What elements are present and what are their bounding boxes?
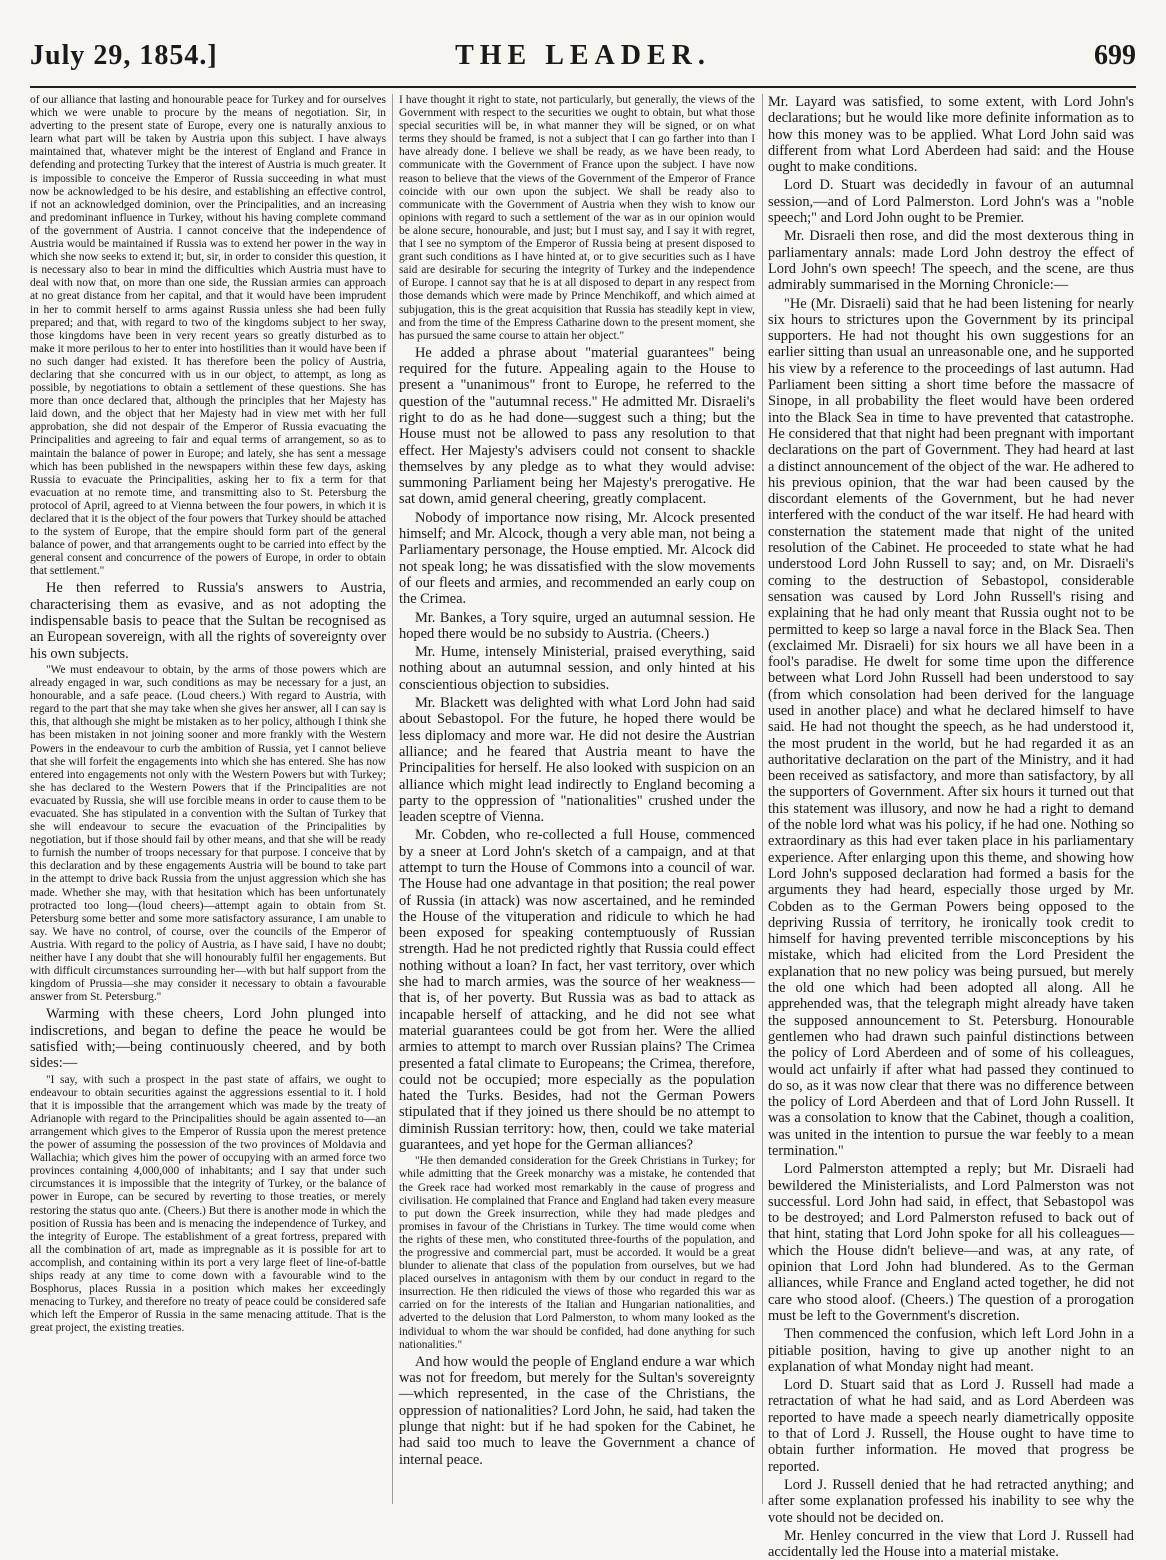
issue-date: July 29, 1854.] — [30, 40, 218, 71]
article-paragraph: Mr. Layard was satisfied, to some extent, with Lord John's declarations; but he would like more definite information as to how this money was to be applied. What Lord John said was different from what Lord Aberdeen had said: and the House ought to make conditions. — [768, 94, 1134, 176]
article-paragraph: "I say, with such a prospect in the past state of affairs, we ought to endeavour to obtain securities against the aggressions essential to it. I hold that it is impossible that the arrangement which was made by the treaty of Adrianople with regard to the Principalities should be again assented to—an arrangement which gives to the Emperor of Russia upon the merest pretence the power of assuming the possession of the two provinces of Moldavia and Wallachia; which gives him the power of occupying with an armed force two provinces containing 4,000,000 of inhabitants; and I say that under such circumstances it is impossible that the integrity of Turkey, or the balance of power in Europe, can be secured by reverting to those treaties, or merely restoring the status quo ante. (Cheers.) But there is another mode in which the position of Russia has been and is menacing the independence of Turkey, and the integrity of Europe. The establishment of a great fortress, prepared with all the combination of art, made as impregnable as it is possible for art to accomplish, and containing within its port a very large fleet of line-of-battle ships ready at any time to come down with a favourable wind to the Bosphorus, places Russia in a position which makes her exceedingly menacing to Turkey, and therefore no treaty of peace could be considered safe which left the Emperor of Russia in the same menacing attitude. That is the great project, the existing treaties. — [30, 1073, 386, 1335]
article-paragraph: Mr. Blackett was delighted with what Lord John had said about Sebastopol. For the future, he hoped there would be less diplomacy and more war. He did not desire the Austrian alliance; and he feared that Austria meant to have the Principalities for herself. He also looked with suspicion on an alliance which might lead indirectly to England becoming a party to the oppression of "nationalities" crushed under the leaden sceptre of Vienna. — [399, 695, 755, 826]
article-paragraph: And how would the people of England endure a war which was not for freedom, but merely for the Sultan's sovereignty—which represented, in the case of the Christians, the oppression of nationalities? Lord John, he said, had taken the plunge that night: but if he had spoken for the Cabinet, he had said too much to leave the Government a chance of internal peace. — [399, 1353, 755, 1468]
article-paragraph: He added a phrase about "material guarantees" being required for the future. Appealing again to the House to present a "unanimous" front to Europe, he referred to the question of the "autumnal recess." He admitted Mr. Disraeli's right to do as he had done—suggest such a thing; but the House must not be allowed to pass any resolution to that effect. Her Majesty's advisers could not consent to shackle themselves by any pledge as to what they would advise: summoning Parliament being her Majesty's prerogative. He sat down, amid general cheering, greatly complacent. — [399, 344, 755, 508]
article-paragraph: Mr. Hume, intensely Ministerial, praised everything, said nothing about an autumnal session, and only hinted at his conscientious objection to subsidies. — [399, 644, 755, 693]
article-paragraph: Lord Palmerston attempted a reply; but Mr. Disraeli had bewildered the Ministerialists, and Lord Palmerston was not successful. Lord John had said, in effect, that Sebastopol was to be destroyed; and Lord Palmerston refused to back out of that hint, stating that Lord John spoke for all his colleagues—which the House didn't believe—and was, at any rate, of opinion that Lord John had blundered. As to the German alliances, while France and England acted together, he did not care who stood aloof. (Cheers.) The question of a prorogation must be left to the Government's discretion. — [768, 1161, 1134, 1324]
article-paragraph: Mr. Disraeli then rose, and did the most dexterous thing in parliamentary annals: made Lord John destroy the effect of Lord John's own speech! The speech, and the scene, are thus admirably summarised in the Morning Chronicle:— — [768, 228, 1134, 294]
article-paragraph: Warming with these cheers, Lord John plunged into indiscretions, and began to define the peace he would be satisfied with;—being continuously cheered, and by both sides:— — [30, 1006, 386, 1072]
article-paragraph: Lord D. Stuart said that as Lord J. Russell had made a retractation of what he had said, and as Lord Aberdeen was reported to have made a speech nearly diametrically opposite to that of Lord J. Russell, the House ought to have time to obtain further information. He moved that progress be reported. — [768, 1377, 1134, 1475]
article-paragraph: Mr. Cobden, who re-collected a full House, commenced by a sneer at Lord John's sketch of a campaign, and at that attempt to turn the House of Commons into a council of war. The House had one advantage in that position; the real power of Russia (in attack) was now ascertained, and he reminded the House of the vituperation and ridicule to which he had been exposed for speaking contemptuously of Russian strength. Had he not predicted rightly that Russia could effect nothing without a loan? In fact, her vast territory, over which she had to march armies, was the source of her weakness—that is, of her poverty. But Russia was as bad to attack as incapable herself of attacking, and he did not see what material guarantees could be got from her. Were the allied armies to attempt to march over Russian plains? The Crimea presented a fatal climate to Europeans; the Crimea, therefore, could not be occupied; more especially as the population hated the Turks. Besides, had not the German Powers stipulated that if they joined us there should be no attempt to diminish Russian territory: how, then, could we take material guarantees, and yet hope for the German alliances? — [399, 827, 755, 1154]
article-paragraph: He then referred to Russia's answers to Austria, characterising them as evasive, and as not adopting the indispensable basis to peace that the Sultan be recognised as an European sovereign, with all the rights of sovereignty over his own subjects. — [30, 580, 386, 662]
page-header — [30, 28, 1136, 88]
article-paragraph: Then commenced the confusion, which left Lord John in a pitiable position, having to give up another night to an explanation of what Monday night had meant. — [768, 1326, 1134, 1375]
article-paragraph: I have thought it right to state, not particularly, but generally, the views of the Government with respect to the securities we ought to obtain, but what those special securities will be, in what manner they will be signed, or on what terms they should be framed, is not a subject that I can go farther into than I have already done. I believe we shall be ready, as we have been ready, to communicate with the Government of France upon the subject. I have now reason to believe that the views of the Government of the Emperor of France coincide with our own upon the subject. We shall be ready also to communicate with the Government of Austria when they wish to know our opinions with regard to such a settlement of the war as in our opinion would be alone secure, honourable, and just; but I must say, and I say it with regret, that I see no symptom of the Emperor of Russia being at present disposed to grant such conditions as I have hinted at, or to give securities such as I have said are desirable for securing the integrity of Turkey and the independence of Europe. I cannot say that he is at all disposed to depart in any respect from those demands which were made by Prince Menchikoff, and which aimed at subjugation, this is the great acquisition that Russia has steadily kept in view, and from the time of the Empress Catharine down to the present moment, she has pursued the same course to attain her object." — [399, 94, 755, 342]
column-1 — [30, 94, 386, 1514]
column-divider — [392, 94, 393, 1504]
article-paragraph: "We must endeavour to obtain, by the arms of those powers which are already engaged in war, such conditions as may be necessary for a just, an honourable, and a safe peace. (Loud cheers.) With regard to Austria, with regard to the part that she may take when she gives her answer, all I can say is this, that although she might be mistaken as to her policy, although I think she has been mistaken in not joining sooner and more frankly with the Western Powers in the endeavour to curb the ambition of Russia, yet I cannot believe that she will forfeit the engagements into which she has entered. She has now entered into engagements not only with the Western Powers but with Turkey; she has declared to the Western Powers that if the Principalities are not evacuated by Russia, she will use forcible means in order to cause them to be evacuated. She has stipulated in a convention with the Sultan of Turkey that she will endeavour to secure the evacuation of the Principalities by negotiation, but if those should fail by other means, and that she will be ready to furnish the number of troops necessary for that purpose. I conceive that by this declaration and by these engagements Austria will be bound to take part in the attempt to drive back Russia from the unjust aggression which she has made. Whether she may, with that hesitation which has been unfortunately protracted too long—(loud cheers)—attempt again to obtain from St. Petersburg some better and some more satisfactory assurance, I am unable to say. We have no control, of course, over the councils of the Emperor of Austria. With regard to the policy of Austria, as I have said, I have no doubt; neither have I any doubt that she will honourably fulfil her engagements. But with difficult circumstances surrounding her—with but half support from the kingdom of Prussia—she may consider it necessary to obtain a favourable answer from St. Petersburg." — [30, 663, 386, 1004]
article-paragraph: Mr. Bankes, a Tory squire, urged an autumnal session. He hoped there would be no subsidy to Austria. (Cheers.) — [399, 609, 755, 642]
article-paragraph: Lord D. Stuart was decidedly in favour of an autumnal session,—and of Lord Palmerston. Lord John's was a "noble speech;" and Lord John ought to be Premier. — [768, 177, 1134, 227]
article-paragraph: Nobody of importance now rising, Mr. Alcock presented himself; and Mr. Alcock, though a very able man, not being a Parliamentary personage, the House emptied. Mr. Alcock did not speak long; he was dissatisfied with the slow movements of our fleets and armies, and recommended an early coup on the Crimea. — [399, 509, 755, 608]
article-paragraph: Lord J. Russell denied that he had retracted anything; and after some explanation professed his inability to see why the vote should not be decided on. — [768, 1476, 1134, 1526]
article-paragraph: of our alliance that lasting and honourable peace for Turkey and for ourselves which we were unable to procure by the means of negotiation. Sir, in adverting to the present state of Europe, every one is naturally anxious to learn what part will be taken by Austria upon this subject. I have always maintained that, whatever might be the interest of England and France in defending and protecting Turkey that the interest of Austria is much greater. It is impossible to conceive the Emperor of Russia succeeding in what must now be acknowledged to be his desire, and establishing an effective control, if not an acknowledged dominion, over the Principalities, and an increasing and predominant influence in Turkey, without his having complete command of the government of Austria. I cannot conceive that the independence of Austria would be maintained if Russia was to extend her power in the way in which she now seeks to extend it; but, sir, in order to consider this question, it is necessary also to bear in mind the difficulties which Austria must have to deal with now that, on more than one side, the Russian armies can approach at no great distance from her capital, and that it would have been imprudent in her to commit herself to arms against Russia unless she had been fully prepared; and that, with regard to two of the kingdoms subject to her sway, those kingdoms have been in very recent years so greatly disturbed as to make it more perilous to her to enter into hostilities than it would have been if no such danger had existed. It has therefore been the policy of Austria, declaring that she concurred with us in our object, to attempt, as long as possible, by negotiations to obtain a settlement of these questions. She has more than once declared that, although the principles that her Majesty has laid down, and the object that her Majesty had in view met with her full approbation, she did not despair of the Emperor of Russia evacuating the Principalities and agreeing to fair and equal terms of arrangement, so as to maintain the balance of power in Europe; and lately, she has sent a message which has been published in the newspapers within these few days, asking Russia to evacuate the Principalities, asking her to fix a term for that evacuation at no remote time, and transmitting also to St. Petersburg the protocol of April, agreed to at Vienna between the four powers, in which it is declared that it is the object of the four powers that Turkey should be attached to the system of Europe, that the empire should form part of the general balance of power, and that arrangements ought to be carried into effect by the general consent and concurrence of the powers of Europe, in order to obtain that settlement." — [30, 94, 386, 578]
article-paragraph: "He then demanded consideration for the Greek Christians in Turkey; for while admitting that the Greek monarchy was a mistake, he contended that the Greek race had worked most remarkably in the cause of progress and civilisation. He complained that France and England had taken every measure to put down the Greek insurrection, while they had made pledges and promises in favour of the Christians in Turkey. The time would come when the rights of these men, who constituted three-fourths of the population, and the progressive and commercial part, must be accorded. It would be a great blunder to alienate that class of the population from ourselves, but we had placed ourselves in antagonism with them by our conduct in regard to the insurrection. He then ridiculed the views of those who regarded this war as carried on for the interests of the Italian and Hungarian nationalities, and adverted to the delusion that Lord Palmerston, to whom many looked as the individual to whom the war should be confided, had done anything for such nationalities." — [399, 1155, 755, 1351]
article-paragraph: Mr. Henley concurred in the view that Lord J. Russell had accidentally led the House into a material mistake. — [768, 1527, 1134, 1560]
article-paragraph: "He (Mr. Disraeli) said that he had been listening for nearly six hours to strictures upon the Government by its principal supporters. He had not thought his own suggestions for an earlier sitting than usual an unreasonable one, and he supported his view by a reference to the proceedings of last autumn. Had Parliament been sitting a short time before the massacre of Sinope, in all probability the fleet would have been ordered into the Black Sea in time to have prevented that catastrophe. He considered that that night had been pregnant with important declarations on the part of Government. They had heard at last a distinct announcement of the object of the war. He adhered to his previous opinion, that the war had been caused by the discordant elements of the Government, but he had never interfered with the conduct of the war itself. He had heard with consternation the statement made that night of the united resolution of the Cabinet. He proceeded to state what he had understood Lord John Russell to say; and, on Mr. Disraeli's coming to the destruction of Sebastopol, considerable sensation was caused by Lord John Russell's rising and explaining that he had only meant that Russia ought not to be permitted to keep so large a naval force in the Black Sea. Then (exclaimed Mr. Disraeli) for six hours we all have been in a fool's paradise. He dwelt for some time upon the difference between what Lord John Russell had been understood to say (from which consolation had been derived for the language used in another place) and what he declared himself to have said. He had not thought the speech, as he had understood it, the most prudent in the world, but he had regarded it as an authoritative declaration on the part of the Ministry, and it had been received as satisfactory, and more than satisfactory, by all the supporters of Government. After six hours it turned out that this statement was illusory, and now he had a right to demand of the noble lord what was his policy, if he had one. Nothing so extraordinary as this had ever taken place in his parliamentary experience. After enlarging upon this theme, and showing how Lord John's supposed declaration had formed a basis for the arguments they had heard, especially those urged by Mr. Cobden as to the German Powers being opposed to the depriving Russia of territory, he ironically took credit to himself for having prevented terrible misconceptions by his mistake, which had elicited from the Lord President the explanation that no new policy was being pursued, but merely the old one which had been adopted all along. All he apprehended was, that the telegraph might already have taken the supposed announcement to St. Petersburg. Honourable gentlemen who had drawn such painful distinctions between the policy of Lord Aberdeen and of some of his colleagues, would act unfairly if after what had passed they continued to do so, as it was now clear that there was no difference between the policy of Lord Aberdeen and that of Lord John Russell. It was a consolation to know that the Cabinet, though a coalition, was united in the intention to pursue the war feebly to a mean termination." — [768, 295, 1134, 1159]
column-3 — [768, 94, 1134, 1560]
header-rule — [30, 86, 1136, 88]
column-divider — [762, 94, 763, 1504]
page-number: 699 — [1094, 40, 1136, 71]
newspaper-title: THE LEADER. — [455, 40, 711, 71]
column-2 — [399, 94, 755, 1514]
